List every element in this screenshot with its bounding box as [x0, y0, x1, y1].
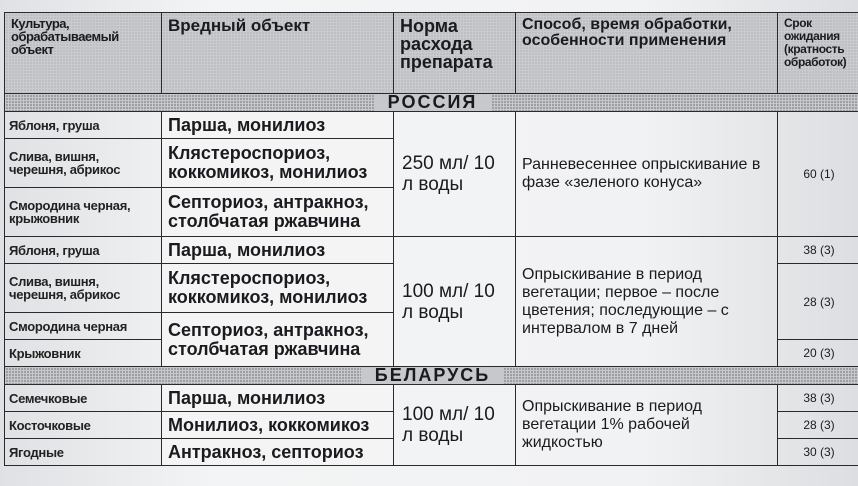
- wait-cell: [778, 237, 858, 264]
- crop-cell: Слива, вишня, черешня, абрикос: [5, 264, 162, 313]
- crop-cell: Крыжовник: [5, 340, 162, 367]
- crop-cell: Слива, вишня, черешня, абрикос: [5, 139, 162, 188]
- rate-cell: 100 мл/ 10 л воды: [394, 385, 516, 466]
- wait-cell: [778, 412, 858, 439]
- country-title: РОССИЯ: [374, 94, 492, 112]
- method-cell: Опрыскивание в период вегетации 1% рабочей жидкостью: [516, 385, 778, 466]
- method-cell: Ранневесеннее опрыскивание в фазе «зеленого конуса»: [516, 112, 778, 237]
- rate-cell: 250 мл/ 10 л воды: [394, 112, 516, 237]
- crop-cell: Косточковые: [5, 412, 162, 439]
- application-rates-table: [4, 12, 858, 466]
- crop-cell: Смородина черная: [5, 313, 162, 340]
- header-rate: Норма расхода препарата: [394, 13, 516, 94]
- table-row: [5, 385, 858, 412]
- rate-cell: 100 мл/ 10 л воды: [394, 237, 516, 367]
- header-wait: Срок ожидания (кратность обработок): [778, 13, 858, 94]
- table-header-row: [5, 13, 858, 94]
- country-row-russia: [5, 94, 858, 112]
- table-row: [5, 112, 858, 139]
- wait-cell: [778, 264, 858, 340]
- pest-cell: Парша, монилиоз: [162, 237, 394, 264]
- pest-cell: Монилиоз, коккомикоз: [162, 412, 394, 439]
- pest-cell: Септориоз, антракноз, столбчатая ржавчина: [162, 188, 394, 237]
- pest-cell: Клястероспориоз, коккомикоз, монилиоз: [162, 264, 394, 313]
- crop-cell: Яблоня, груша: [5, 112, 162, 139]
- wait-value: 28 (3): [803, 418, 835, 432]
- wait-value: 30 (3): [803, 445, 835, 459]
- header-crop: Культура, обрабатываемый объект: [5, 13, 162, 94]
- wait-cell: [778, 340, 858, 367]
- crop-cell: Смородина черная, крыжовник: [5, 188, 162, 237]
- wait-value: 38 (3): [803, 243, 835, 257]
- crop-cell: Яблоня, груша: [5, 237, 162, 264]
- method-cell: Опрыскивание в период вегетации; первое – после цветения; последующие – с интервалом в 7 дней: [516, 237, 778, 367]
- pest-cell: Антракноз, септориоз: [162, 439, 394, 466]
- wait-cell: [778, 385, 858, 412]
- wait-cell: [778, 439, 858, 466]
- wait-value: 38 (3): [803, 391, 835, 405]
- pest-cell: Парша, монилиоз: [162, 112, 394, 139]
- wait-cell: [778, 112, 858, 237]
- header-pest: Вредный объект: [162, 13, 394, 94]
- table-row: [5, 237, 858, 264]
- wait-value: 60 (1): [803, 167, 835, 181]
- country-row-belarus: [5, 367, 858, 385]
- pest-cell: Клястероспориоз, коккомикоз, монилиоз: [162, 139, 394, 188]
- country-title: БЕЛАРУСЬ: [361, 367, 504, 385]
- pest-cell: Септориоз, антракноз, столбчатая ржавчина: [162, 313, 394, 367]
- crop-cell: Ягодные: [5, 439, 162, 466]
- pest-cell: Парша, монилиоз: [162, 385, 394, 412]
- wait-value: 28 (3): [803, 294, 835, 309]
- crop-cell: Семечковые: [5, 385, 162, 412]
- wait-value: 20 (3): [803, 346, 835, 360]
- header-method: Способ, время обработки, особенности применения: [516, 13, 778, 94]
